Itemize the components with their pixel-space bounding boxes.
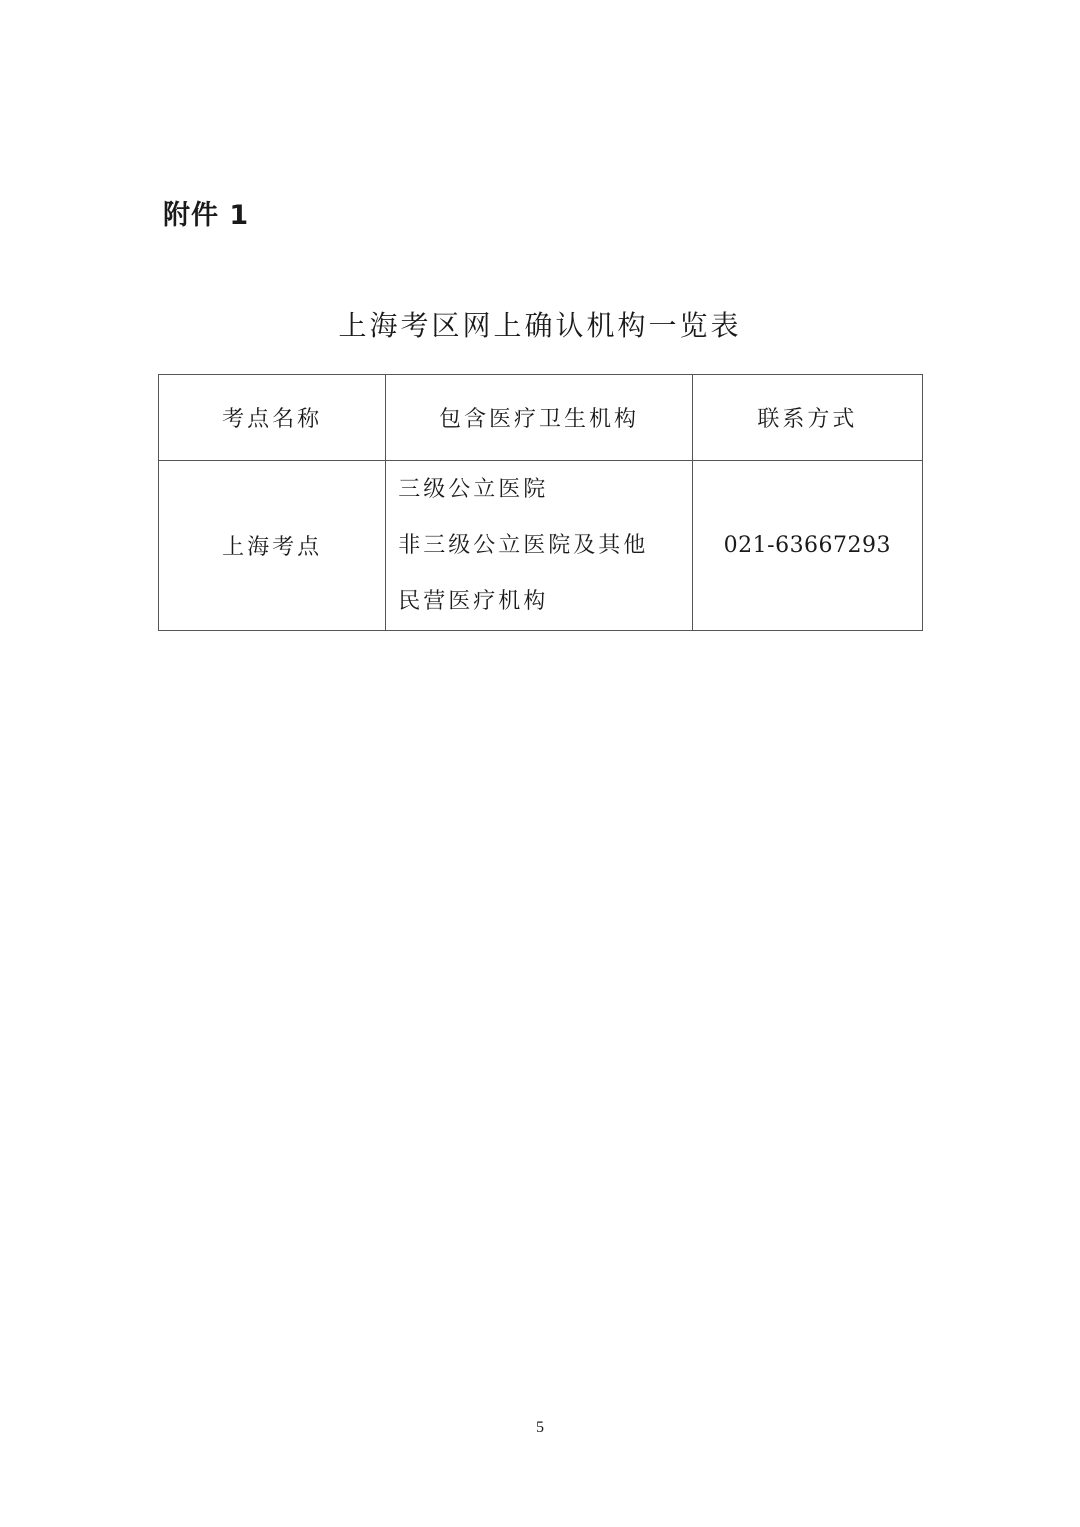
header-institutions: 包含医疗卫生机构 xyxy=(386,375,692,461)
header-contact: 联系方式 xyxy=(692,375,922,461)
contact-phone-cell: 021-63667293 xyxy=(692,461,922,631)
site-name-cell: 上海考点 xyxy=(159,461,386,631)
table-row xyxy=(159,461,923,631)
attachment-label: 附件 1 xyxy=(163,200,250,231)
institution-item: 民营医疗机构 xyxy=(398,588,549,614)
institutions-table xyxy=(158,374,923,631)
institutions-cell xyxy=(386,461,692,631)
page-number: 5 xyxy=(536,1419,544,1436)
header-site-name: 考点名称 xyxy=(159,375,386,461)
document-title: 上海考区网上确认机构一览表 xyxy=(338,309,742,342)
table-header-row xyxy=(159,375,923,461)
institution-item: 非三级公立医院及其他 xyxy=(398,532,649,558)
institution-item: 三级公立医院 xyxy=(398,476,549,502)
